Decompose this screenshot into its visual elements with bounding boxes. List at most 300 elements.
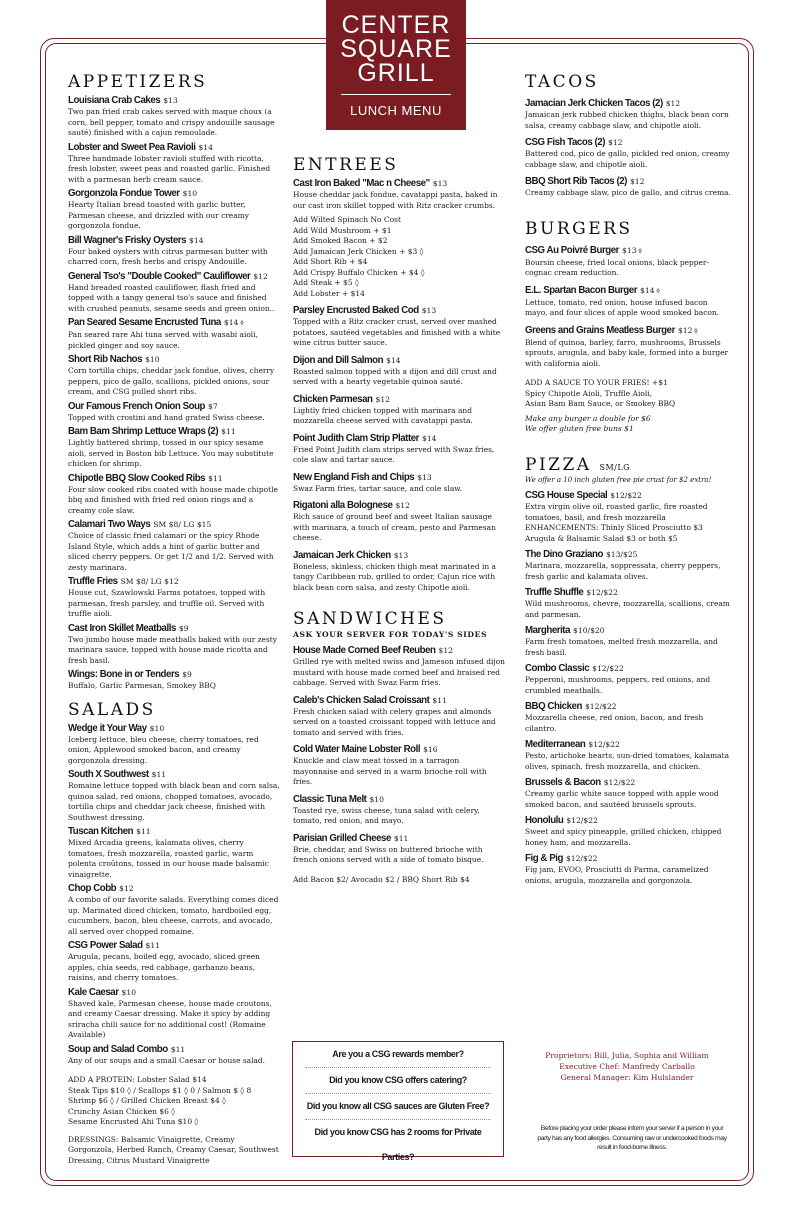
menu-item: [293, 355, 505, 388]
menu-item: [293, 833, 505, 866]
menu-item-description: Brie, cheddar, and Swiss on buttered brioche with french onions served with a side of tomato bisque.: [293, 844, 484, 864]
menu-item: [68, 940, 280, 984]
allergy-notice: Before placing your order please inform your server if a person in your party has any food allergies. Consuming raw or undercooked foods may result in food-borne illness.: [537, 1125, 727, 1151]
menu-item: [68, 473, 280, 517]
menu-item-price: SM $8/ LG $15: [153, 520, 212, 529]
menu-item-header: [525, 701, 731, 713]
menu-item-name: CSG House Special: [525, 490, 608, 501]
menu-item-name: E.L. Spartan Bacon Burger: [525, 284, 638, 296]
menu-item-name: Classic Tuna Melt: [293, 793, 367, 805]
menu-item-name: Calamari Two Ways: [68, 519, 151, 530]
menu-item-description: Shaved kale, Parmesan cheese, house made croutons, and creamy Caesar dressing. Make it spicy by adding sriracha chili sauce for no additional cost! (Romaine Available): [68, 998, 272, 1039]
menu-item-description: Fig jam, EVOO, Prosciutti di Parma, caramelized onions, arugula, mozzarella and gorgonzola.: [525, 865, 709, 885]
menu-item-name: Soup and Salad Combo: [68, 1043, 168, 1055]
menu-item: [525, 98, 731, 131]
menu-item: [293, 744, 505, 788]
dressings-note: DRESSINGS: Balsamic Vinaigrette, Creamy Gorgonzola, Herbed Ranch, Creamy Caesar, Southwest Dressing, Citrus Mustard Vinaigrette: [68, 1134, 279, 1165]
menu-item: [525, 853, 731, 886]
menu-item: [525, 625, 731, 658]
menu-item-header: [525, 137, 731, 149]
menu-item-description: Choice of classic fried calamari or the spicy Rhode Island Style, which adds a hint of garlic butter and sliced cherry peppers. Or get 1/2 and 1/2. Served with zesty marinara.: [68, 531, 274, 572]
menu-item: [293, 394, 505, 427]
menu-item: [525, 777, 731, 810]
menu-item: [293, 794, 505, 827]
menu-line: Add Wilted Spinach No Cost: [293, 215, 402, 224]
menu-item-description: Corn tortilla chips, cheddar jack fondue, olives, cherry peppers, pico de gallo, scallions, pickled onions, sour cream, and CSG pulled short ribs.: [68, 366, 275, 396]
menu-item-price: $13: [432, 179, 448, 188]
menu-item-description: Marinara, mozzarella, soppressata, cherry peppers, fresh garlic and kalamata olives.: [525, 561, 721, 581]
protein-list: [68, 1075, 280, 1128]
menu-item-description: Mozzarella cheese, red onion, bacon, and fresh cilantro.: [525, 713, 704, 733]
promo-catering: Did you know CSG offers catering?: [305, 1068, 491, 1094]
menu-item-name: Honolulu: [525, 815, 564, 826]
menu-item-price: $11: [136, 827, 151, 836]
menu-item-header: [68, 987, 280, 999]
menu-item: [68, 669, 280, 692]
menu-item: [68, 317, 280, 351]
menu-item: [68, 576, 280, 620]
menu-item-header: [68, 401, 280, 413]
menu-item: [293, 178, 505, 211]
salads-list: [68, 723, 280, 1067]
menu-item-description: Iceberg lettuce, bleu cheese, cherry tomatoes, red onion, Applewood smoked bacon, and creamy gorgonzola dressing.: [68, 734, 259, 765]
menu-item: [525, 137, 731, 170]
menu-item: [68, 401, 280, 424]
menu-item-price: $12/$22: [584, 702, 617, 711]
menu-item-description: Two pan fried crab cakes served with maque choux (a corn, bell pepper, tomato and crispy andouille sausage sauté) finished with a cajun remoulade.: [68, 107, 275, 137]
menu-item-name: Fig & Pig: [525, 853, 563, 864]
menu-item-name: Dijon and Dill Salmon: [293, 354, 384, 366]
menu-line: We offer gluten free buns $1: [525, 424, 634, 433]
menu-item-header: [68, 940, 280, 952]
menu-item-description: Three handmade lobster ravioli stuffed with ricotta, fresh lobster, sweet peas and roasted garlic. Finished with a parmesan herb cream sauce.: [68, 153, 271, 184]
menu-item-header: [525, 549, 731, 561]
menu-item-description: Hearty Italian bread toasted with garlic butter, Parmesan cheese, and drizzled with our creamy gorgonzola fondue.: [68, 200, 249, 230]
menu-item-name: Rigatoni alla Bolognese: [293, 500, 393, 511]
menu-item-name: CSG Fish Tacos (2): [525, 137, 605, 148]
menu-item-price: $10: [182, 189, 198, 198]
menu-item: [68, 142, 280, 186]
entrees-list-2: [293, 305, 505, 593]
menu-item-header: [525, 325, 731, 338]
menu-item-header: [68, 426, 280, 438]
menu-item-price: $12: [119, 884, 134, 893]
menu-item-description: Romaine lettuce topped with black bean and corn salsa, quinoa salad, red onions, chopped tomatoes, avocado, tortilla chips and cheddar jack cheese, finished with Southwest dressing.: [68, 781, 280, 822]
menu-line: Add Steak + $5 ◊: [293, 278, 359, 287]
executive-chef-line: Executive Chef: Manfredy Carballo: [559, 1062, 695, 1071]
promo-box: [292, 1041, 504, 1162]
menu-item: [525, 815, 731, 848]
menu-item-price: $14: [198, 142, 213, 152]
menu-item-header: [68, 576, 280, 588]
menu-item-header: [293, 394, 505, 406]
menu-item: [68, 95, 280, 139]
menu-item-price: $12/$22: [603, 778, 636, 787]
menu-item: [525, 490, 731, 544]
menu-item-description: Grilled rye with melted swiss and Jameson infused dijon mustard with house made corned beef and braised red cabbage. Served with Swaz Farm fries.: [293, 657, 505, 687]
menu-item: [293, 645, 505, 689]
menu-item-header: [293, 178, 505, 190]
menu-item-price: $12/$22: [565, 854, 598, 863]
menu-line: Steak Tips $10 ◊ / Scallops $1 ◊ 0 / Salmon $ ◊ 8: [68, 1085, 252, 1095]
menu-item: [68, 883, 280, 937]
menu-item-name: Bill Wagner's Frisky Oysters: [68, 234, 187, 246]
menu-item-header: [68, 473, 280, 485]
menu-line: Add Jamaican Jerk Chicken + $3 ◊: [293, 246, 424, 256]
menu-item-price: $12: [629, 177, 645, 186]
appetizers-list: [68, 95, 280, 692]
menu-item-header: [525, 853, 731, 865]
section-title-burgers: BURGERS: [525, 218, 633, 239]
menu-item-header: [525, 285, 731, 298]
menu-item-price: $11: [145, 941, 161, 950]
menu-item: [68, 987, 280, 1041]
menu-item-description: Creamy garlic white sauce topped with apple wood smoked bacon, and sautéed brussels sprouts.: [525, 789, 719, 809]
menu-item-header: [293, 794, 505, 806]
menu-item-description: Extra virgin olive oil, roasted garlic, fire roasted tomatoes, basil, and fresh mozzarella ENHANCEMENTS: Thinly Sliced Prosciutto $3 Arugula & Balsamic Salad $3 or both $5: [525, 502, 708, 543]
menu-item-price: $12: [608, 138, 623, 147]
menu-item-price: $10: [145, 355, 160, 364]
proprietors-line: Proprietors: Bill, Julia, Sophia and William: [545, 1051, 709, 1060]
menu-title: LUNCH MENU: [350, 103, 442, 118]
menu-item-price: $14: [422, 433, 437, 443]
menu-item-name: Our Famous French Onion Soup: [68, 400, 206, 412]
menu-item: [525, 245, 731, 279]
menu-item-price: $14: [386, 355, 401, 365]
menu-item-description: Knuckle and claw meat tossed in a tarragon mayonnaise and served in a warm brioche roll with fries.: [293, 756, 487, 786]
menu-item-header: [68, 317, 280, 330]
menu-item-header: [293, 472, 505, 484]
menu-item-price: $14: [223, 318, 239, 327]
menu-item-name: Lobster and Sweet Pea Ravioli: [68, 141, 196, 153]
menu-item-header: [293, 744, 505, 756]
menu-item: [68, 354, 280, 398]
brand-line-3: GRILL: [357, 59, 435, 87]
menu-item-name: Kale Caesar: [68, 986, 119, 998]
menu-item-price: $11: [208, 473, 223, 483]
menu-line: Add Smoked Bacon + $2: [293, 236, 388, 245]
menu-item-price: $7: [208, 401, 218, 411]
menu-line: ADD A PROTEIN: Lobster Salad $14: [68, 1075, 207, 1084]
menu-item-name: Wedge it Your Way: [68, 722, 147, 734]
menu-item-header: [525, 739, 731, 751]
menu-item: [293, 550, 505, 594]
menu-item-price: $9: [182, 670, 192, 679]
menu-item-price: $10: [121, 987, 137, 997]
menu-line: ADD A SAUCE TO YOUR FRIES! +$1: [525, 378, 668, 387]
menu-item-description: Any of our soups and a small Caesar or house salad.: [68, 1055, 266, 1065]
menu-item-price: $12/$22: [610, 491, 642, 500]
menu-item-name: Louisiana Crab Cakes: [68, 95, 161, 106]
gluten-free-icon: ◊: [656, 287, 660, 295]
menu-item-description: House cheddar jack fondue, cavatappi pasta, baked in our cast iron skillet topped with Ritz cracker crumbs.: [293, 190, 498, 210]
menu-item: [68, 1044, 280, 1067]
menu-item-price: $13: [393, 550, 409, 560]
entree-addons: [293, 215, 505, 299]
menu-item-description: Topped with crostini and hand grated Swiss cheese.: [68, 412, 265, 422]
menu-item-price: $13: [421, 306, 437, 315]
menu-item-name: Margherita: [525, 625, 571, 636]
menu-item: [293, 472, 505, 495]
menu-item-header: [525, 98, 731, 110]
menu-item-description: Creamy cabbage slaw, pico de gallo, and citrus crema.: [525, 188, 731, 197]
menu-item-header: [293, 833, 505, 845]
menu-item-price: $13/$25: [605, 550, 638, 559]
menu-item-name: Pan Seared Sesame Encrusted Tuna: [68, 317, 221, 328]
menu-item-description: Boneless, skinless, chicken thigh meat marinated in a tangy Caribbean rub, grilled to order, Cajun rice with black bean corn salsa, and zesty Chipotle aioli.: [293, 561, 496, 592]
menu-item-header: [293, 645, 505, 657]
menu-item-price: $12: [677, 325, 693, 335]
proprietors-block: [522, 1050, 732, 1083]
burger-notes: [525, 414, 731, 435]
menu-item-name: South X Southwest: [68, 769, 149, 780]
menu-item-name: CSG Power Salad: [68, 940, 143, 951]
section-title-salads: SALADS: [68, 699, 156, 720]
menu-item-name: Point Judith Clam Strip Platter: [293, 432, 419, 444]
menu-line: Asian Bam Bam Sauce, or Smokey BBQ: [525, 399, 676, 408]
menu-item-description: Roasted salmon topped with a dijon and dill crust and served with a hearty vegetable quinoa sauté.: [293, 366, 497, 386]
menu-item-price: $14: [640, 285, 655, 295]
menu-item-price: $11: [393, 833, 409, 843]
menu-item-name: Parisian Grilled Cheese: [293, 832, 391, 844]
menu-item-header: [68, 723, 280, 735]
menu-item-name: Greens and Grains Meatless Burger: [525, 324, 675, 336]
promo-private-parties: Did you know CSG has 2 rooms for Private Parties?: [314, 1127, 482, 1162]
menu-item-price: $10/$20: [573, 626, 605, 635]
menu-item-description: Hand breaded roasted cauliflower, flash fried and topped with a tangy general tso's sauce and finished with crushed peanuts, sesame seeds and green onion..: [68, 282, 275, 313]
menu-item-description: Fried Point Judith clam strips served with Swaz fries, cole slaw and tartar sauce.: [293, 444, 495, 464]
brand-line-1: CENTER: [341, 11, 451, 39]
section-title-pizza: [525, 455, 731, 475]
menu-item-name: Tuscan Kitchen: [68, 826, 134, 837]
menu-item-header: [68, 142, 280, 154]
menu-item: [525, 587, 731, 620]
menu-item-name: Parsley Encrusted Baked Cod: [293, 305, 419, 316]
menu-item-description: Lightly battered shrimp, tossed in our spicy sesame aioli, served in Boston bib Lettuce. You may substitute chicken for shrimp.: [68, 438, 274, 468]
pizza-title: PIZZA: [525, 454, 592, 475]
menu-item-header: [68, 519, 280, 531]
menu-item-name: General Tso's "Double Cooked" Cauliflower: [68, 270, 251, 282]
menu-item: [68, 188, 280, 232]
menu-line: Make any burger a double for $6: [525, 413, 651, 423]
menu-item-description: Fresh chicken salad with celery grapes and almonds served on a toasted croissant topped with lettuce and tomato and served with fries.: [293, 706, 496, 737]
menu-item-header: [68, 188, 280, 200]
menu-line: Add Lobster + $14: [293, 288, 365, 298]
menu-item-price: $14: [189, 235, 204, 245]
menu-item-price: $13: [417, 472, 432, 482]
menu-item-description: Pan seared rare Ahi tuna served with wasabi aioli, pickled ginger and soy sauce.: [68, 330, 258, 350]
brand-divider: [341, 94, 451, 95]
menu-item: [68, 769, 280, 823]
menu-item: [525, 325, 731, 370]
menu-item-name: Cold Water Maine Lobster Roll: [293, 744, 421, 755]
menu-item-description: Four baked oysters with citrus parmesan butter with charred corn, fresh herbs and crispy Andouille.: [68, 246, 268, 266]
menu-item-header: [293, 500, 505, 512]
right-column: [525, 72, 731, 886]
menu-item-price: $9: [178, 623, 189, 633]
menu-item-price: $12: [665, 99, 681, 108]
menu-item-price: $11: [221, 427, 236, 436]
menu-item-name: CSG Au Poivré Burger: [525, 244, 619, 256]
entrees-list-1: [293, 178, 505, 211]
menu-item-name: Chipotle BBQ Slow Cooked Ribs: [68, 472, 206, 484]
menu-item-name: Chop Cobb: [68, 883, 117, 894]
menu-item-header: [68, 883, 280, 895]
pizza-list: [525, 490, 731, 886]
menu-item-name: Chicken Parmesan: [293, 393, 373, 405]
menu-item-header: [525, 815, 731, 827]
menu-item-header: [68, 623, 280, 635]
menu-item-description: Rich sauce of ground beef and sweet Italian sausage with marinara, a touch of cream, pesto and Parmesan cheese.: [293, 512, 496, 542]
menu-line: Shrimp $6 ◊ / Grilled Chicken Breast $4 ◊: [68, 1096, 226, 1105]
menu-item-name: BBQ Short Rib Tacos (2): [525, 176, 627, 187]
menu-item-header: [293, 433, 505, 445]
sandwiches-list: [293, 645, 505, 866]
menu-item-name: Truffle Fries: [68, 576, 118, 587]
menu-item-name: Jamaican Jerk Chicken: [293, 549, 391, 561]
menu-item: [68, 623, 280, 667]
menu-line: Add Short Rib + $4: [293, 257, 368, 266]
menu-line: Add Wild Mushroom + $1: [293, 225, 392, 235]
sandwiches-subtitle: ASK YOUR SERVER FOR TODAY'S SIDES: [293, 630, 488, 639]
menu-item-description: House cut, Szawlowski Farms potatoes, topped with parmesan, fresh parsley, and truffle oil. Served with truffle aioli.: [68, 588, 266, 618]
menu-item-header: [525, 587, 731, 599]
menu-item-name: Truffle Shuffle: [525, 587, 584, 598]
menu-item-name: Short Rib Nachos: [68, 354, 143, 365]
menu-item-description: Mixed Arcadia greens, kalamata olives, cherry tomatoes, fresh mozzarella, roasted garlic, warm polenta croûtons, tossed in our house made balsamic vinaigrette.: [68, 838, 269, 879]
menu-item-description: Arugula, pecans, boiled egg, avocado, sliced green apples, chia seeds, red cabbage, garbanzo beans, raisins, and cherry tomatoes.: [68, 952, 260, 982]
menu-item: [68, 271, 280, 315]
burgers-list: [525, 245, 731, 370]
menu-item-price: $10: [149, 723, 165, 733]
menu-item-price: $13: [622, 245, 637, 255]
menu-item: [525, 701, 731, 734]
menu-item-description: Blend of quinoa, barley, farro, mushrooms, Brussels sprouts, arugula, and baby kale, formed into a burger with california aioli.: [525, 337, 729, 368]
menu-item: [525, 285, 731, 319]
menu-item: [68, 426, 280, 470]
left-column: [68, 72, 280, 1166]
section-title-entrees: ENTREES: [293, 155, 399, 175]
general-manager-line: General Manager: Kim Hulslander: [560, 1073, 694, 1082]
menu-item-header: [293, 695, 505, 707]
menu-item-price: $12: [438, 646, 454, 655]
menu-item: [525, 739, 731, 772]
menu-item-header: [68, 1044, 280, 1056]
menu-item: [293, 433, 505, 466]
menu-item: [68, 235, 280, 268]
menu-item-price: $12: [395, 501, 410, 510]
menu-item-name: Cast Iron Baked "Mac n Cheese": [293, 178, 430, 189]
menu-item-price: $12/$22: [566, 816, 598, 825]
menu-item-header: [525, 490, 731, 502]
menu-item-header: [525, 663, 731, 675]
menu-item-name: Gorgonzola Fondue Tower: [68, 188, 180, 199]
menu-item-description: Pesto, artichoke hearts, sun-dried tomatoes, kalamata olives, spinach, fresh mozzarella, and chicken.: [525, 751, 730, 771]
menu-item-name: Mediterranean: [525, 739, 586, 750]
menu-item: [293, 500, 505, 544]
menu-item-name: New England Fish and Chips: [293, 471, 415, 483]
menu-item: [68, 826, 280, 880]
menu-item-price: $10: [369, 794, 384, 804]
menu-item-price: $12: [375, 394, 390, 404]
menu-item-description: Boursin cheese, fried local onions, black pepper-cognac cream reduction.: [525, 257, 709, 277]
menu-item-header: [525, 625, 731, 637]
menu-item-name: Bam Bam Shrimp Lettuce Wraps (2): [68, 426, 219, 437]
menu-item-description: Farm fresh tomatoes, melted fresh mozzarella, and fresh basil.: [525, 637, 718, 657]
menu-item-header: [525, 777, 731, 789]
promo-gluten-free: Did you know all CSG sauces are Gluten Free?: [305, 1094, 491, 1120]
menu-item-name: The Dino Graziano: [525, 549, 603, 560]
menu-item-header: [293, 355, 505, 367]
section-title-sandwiches: SANDWICHES: [293, 609, 447, 629]
menu-item-price: $11: [170, 1044, 186, 1054]
menu-item-price: $12/$22: [592, 664, 624, 673]
menu-item-description: Sweet and spicy pineapple, grilled chicken, chipped honey ham, and mozzarella.: [525, 827, 722, 847]
menu-item-description: Battered cod, pico de gallo, pickled red onion, creamy cabbage slaw, and chipotle aioli.: [525, 149, 730, 169]
menu-item-header: [68, 235, 280, 247]
menu-item-header: [68, 826, 280, 838]
menu-item: [293, 695, 505, 739]
menu-item-description: Four slow cooked ribs coated with house made chipotle bbq and finished with fried red onion rings and a creamy cole slaw.: [68, 484, 278, 515]
menu-item-description: Swaz Farm fries, tartar sauce, and cole slaw.: [293, 483, 463, 493]
menu-item-name: BBQ Chicken: [525, 701, 582, 712]
menu-item-price: $11: [151, 770, 167, 779]
middle-column: [293, 155, 505, 885]
menu-line: Sesame Encrusted Ahi Tuna $10 ◊: [68, 1117, 199, 1126]
menu-line: Crunchy Asian Chicken $6 ◊: [68, 1106, 175, 1116]
gluten-free-icon: ◊: [638, 247, 642, 255]
menu-item: [525, 549, 731, 582]
menu-item-description: Toasted rye, swiss cheese, tuna salad with celery, tomato, red onion, and mayo.: [293, 805, 480, 825]
menu-item-description: Two jumbo house made meatballs baked with our zesty marinara sauce, topped with house made ricotta and fresh basil.: [68, 634, 277, 665]
menu-item-name: Combo Classic: [525, 663, 590, 674]
pizza-sizes: SM/LG: [599, 462, 631, 472]
menu-item-price: $11: [432, 695, 447, 705]
menu-item-header: [525, 176, 731, 188]
menu-item-price: $12/$22: [586, 588, 618, 597]
menu-item-price: $16: [423, 745, 438, 754]
menu-item-name: Jamacian Jerk Chicken Tacos (2): [525, 98, 663, 109]
menu-item-price: SM $8/ LG $12: [120, 577, 179, 586]
menu-item-name: Wings: Bone in or Tenders: [68, 669, 180, 680]
pizza-gf-note: We offer a 10 inch gluten free pie crust for $2 extra!: [525, 475, 712, 484]
menu-item-price: $12/$22: [588, 740, 620, 749]
tacos-list: [525, 98, 731, 199]
menu-item: [525, 663, 731, 696]
menu-item-description: Lettuce, tomato, red onion, house infused bacon mayo, and four slices of apple wood smoked bacon.: [525, 297, 720, 317]
menu-item-description: A combo of our favorite salads. Everything comes diced up. Marinated diced chicken, tomato, hardboiled egg, cucumbers, bacon, bleu cheese, carrots, and avocado, all served over chopped romaine.: [68, 895, 279, 936]
section-title-appetizers: APPETIZERS: [68, 72, 208, 92]
menu-item: [293, 305, 505, 349]
menu-item: [68, 519, 280, 573]
brand-logo: [326, 0, 466, 130]
menu-item: [525, 176, 731, 199]
menu-item-header: [68, 669, 280, 681]
menu-item-description: Buffalo, Garlic Parmesan, Smokey BBQ: [68, 681, 216, 690]
menu-item-description: Topped with a Ritz cracker crust, served over mashed potatoes, sautéed vegetables and finished with a white wine citrus butter sauce.: [293, 317, 501, 347]
section-title-tacos: TACOS: [525, 72, 599, 92]
menu-line: Add Crispy Buffalo Chicken + $4 ◊: [293, 267, 425, 277]
menu-item-name: Caleb's Chicken Salad Croissant: [293, 694, 430, 706]
sandwich-addons: Add Bacon $2/ Avocado $2 / BBQ Short Rib $4: [293, 874, 470, 884]
menu-item-name: Cast Iron Skillet Meatballs: [68, 622, 176, 634]
menu-item: [68, 723, 280, 767]
menu-item-header: [293, 550, 505, 562]
menu-item-name: Brussels & Bacon: [525, 777, 601, 788]
menu-item-description: Wild mushrooms, chevre, mozzarella, scallions, cream and parmesan.: [525, 599, 730, 619]
menu-item-header: [525, 245, 731, 258]
menu-item-header: [68, 271, 280, 283]
